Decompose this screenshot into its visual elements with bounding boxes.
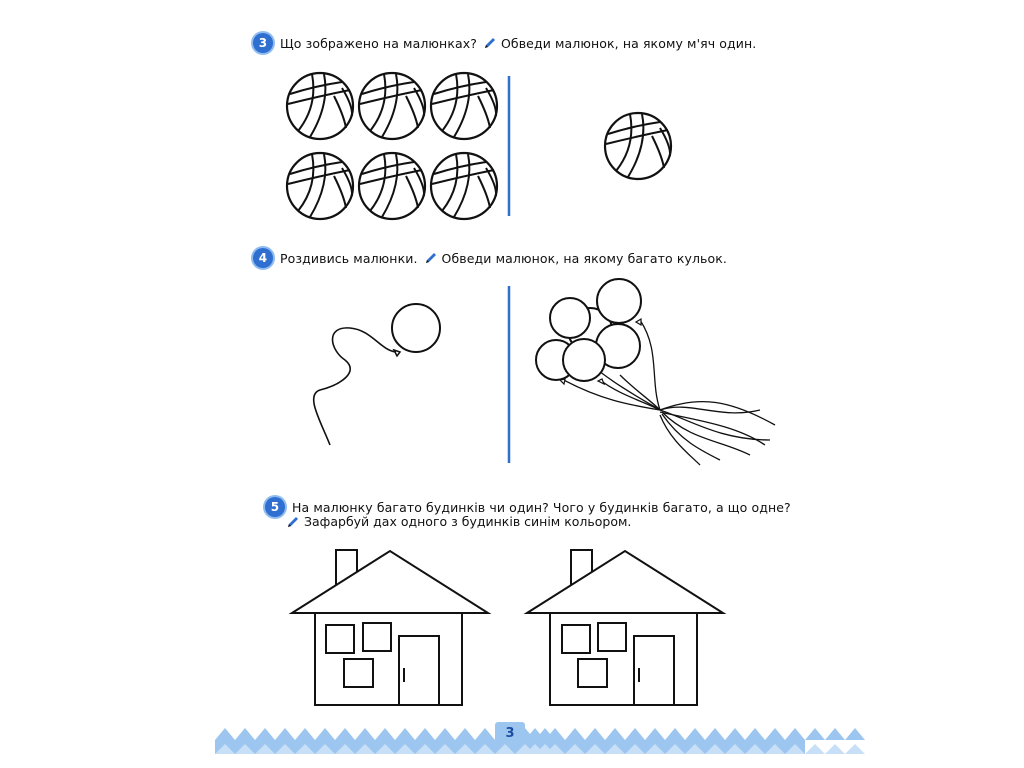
volleyball-icon: [359, 153, 425, 219]
task-number-badge: 3: [253, 33, 273, 53]
task-3-instruction: Обведи малюнок, на якому м'яч один.: [500, 35, 757, 51]
volleyball-icon-single: [605, 113, 671, 179]
task-4-question: Роздивись малюнки.: [280, 250, 418, 266]
volleyball-icon: [287, 73, 353, 139]
single-balloon-icon: [314, 304, 440, 445]
task-number-badge: 4: [253, 248, 273, 268]
task-4-instruction: Обведи малюнок, на якому багато кульок.: [441, 250, 727, 266]
balloon-bunch-icon: [536, 279, 775, 465]
task-5-question: На малюнку багато будинків чи один? Чого у будинків багато, а що одне?: [292, 499, 791, 515]
volleyball-icon: [359, 73, 425, 139]
task-5-instruction: Зафарбуй дах одного з будинків синім кольором.: [304, 514, 632, 529]
task-number-badge: 5: [265, 497, 285, 517]
footer-band: [215, 728, 865, 754]
task-3-question: Що зображено на малюнках?: [280, 35, 477, 51]
volleyball-group-many: [287, 73, 497, 219]
house-icon: [292, 550, 488, 705]
house-icon: [527, 550, 723, 705]
volleyball-icon: [431, 153, 497, 219]
volleyball-icon: [287, 153, 353, 219]
volleyball-icon: [431, 73, 497, 139]
page-number: 3: [495, 722, 525, 744]
